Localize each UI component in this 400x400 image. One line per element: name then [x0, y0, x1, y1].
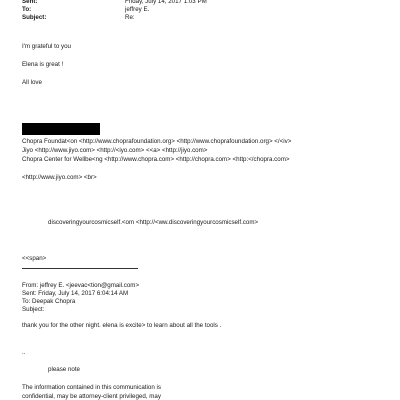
sent-label: Sent:	[22, 0, 38, 5]
quoted-to: To: Deepak Chopra	[22, 298, 76, 305]
body-line: All love	[22, 79, 42, 86]
signature-line: Chopra Center for Wellbe<ng <http://www.chopra.com> <http://chopra.com> <http:</chopra.com>	[22, 156, 290, 163]
disclaimer-line: confidential, may be attorney-client privileged, may	[22, 393, 161, 400]
quoted-dots: ..	[22, 349, 26, 356]
separator-rule	[22, 268, 138, 269]
sent-value: Friday, July 14, 2017 1:03 PM	[125, 0, 207, 5]
quoted-sent: Sent: Friday, July 14, 2017 6:04:14 AM	[22, 290, 129, 297]
span-tag-text: <<span>	[22, 255, 47, 262]
disclaimer-line: The information contained in this communication is	[22, 384, 161, 391]
quoted-from: From: jeffrey E. <jeevac<tion@gmail.com>	[22, 282, 140, 289]
quoted-note: please note	[48, 366, 80, 373]
body-line: Elena is great !	[22, 61, 64, 68]
to-label: To:	[22, 6, 32, 13]
body-line: I'm grateful to you	[22, 43, 71, 50]
redaction-box	[22, 123, 100, 135]
quoted-body: thank you for the other night. elena is excite> to learn about all the tools .	[22, 322, 222, 329]
signature-line: Chopra Foundat<on <http://www.choprafoundation.org> <http://www.choprafoundation.org> </<iv>	[22, 138, 292, 145]
signature-line: Jiyo <http://www.jiyo.com> <http://<iyo.com> <<a> <http://jiyo.com>	[22, 147, 208, 154]
signature-line: discoveringyourcosmicself.<om <http://<ww.discoveringyourcosmicself.com>	[48, 219, 259, 226]
subject-value: Re:	[125, 14, 135, 21]
signature-line: <http://www.jiyo.com> <br>	[22, 174, 97, 181]
quoted-subject: Subject:	[22, 306, 45, 313]
subject-label: Subject:	[22, 14, 47, 21]
to-value: jeffrey E.	[125, 6, 150, 13]
